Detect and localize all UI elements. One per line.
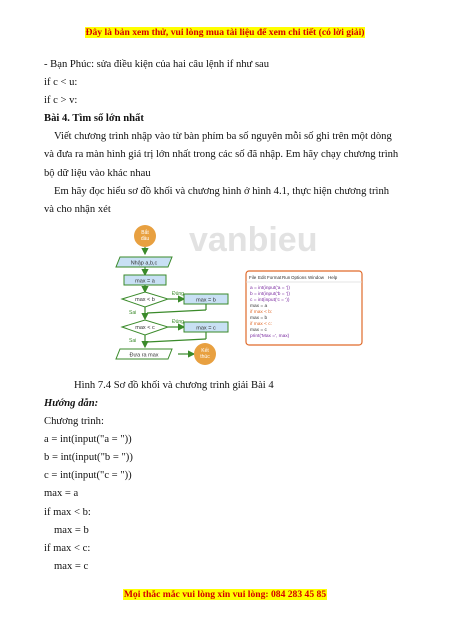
code-line: max = a	[44, 488, 79, 500]
document-body	[44, 56, 400, 576]
code-line: if max < b:	[250, 309, 273, 315]
preview-banner-text: Đây là bản xem thử, vui lòng mua tài liệu để xem chi tiết (có lời giải)	[85, 27, 365, 38]
yes-label: Đúng	[172, 318, 184, 325]
input-label: Nhập a,b,c	[130, 260, 158, 267]
paragraph: Viết chương trình nhập vào từ bàn phím ba số nguyên mỗi số ghi trên một dòng và đưa ra màn hình giá trị lớn nhất trong các số đã nhập. Em hãy chạy chương trình bộ dữ liệu vào khác nhau	[44, 131, 399, 179]
code-line: b = int(input("b = "))	[44, 452, 133, 464]
process-label: max = c	[196, 325, 216, 332]
output-label: Đưa ra max	[129, 352, 159, 359]
figure-svg	[44, 223, 400, 373]
text-line: if c < u:	[44, 77, 78, 89]
code-line: max = b	[250, 315, 268, 321]
no-label: Sai	[129, 309, 137, 316]
code-line: max = c	[54, 560, 89, 572]
text-line: - Bạn Phúc: sửa điều kiện của hai câu lệnh if như sau	[44, 59, 270, 70]
code-line: a = int(input("a = "))	[44, 434, 132, 446]
start-label: Bắt	[141, 229, 149, 236]
menu-item: Run	[282, 274, 291, 280]
code-line: max = b	[54, 524, 89, 536]
code-line: if max < b:	[44, 506, 91, 518]
text-line: if c > v:	[44, 95, 78, 107]
decision-label: max < b	[135, 296, 155, 303]
menu-item: File	[249, 274, 257, 280]
guide-heading: Hướng dẫn:	[44, 397, 99, 409]
start-label: đầu	[140, 235, 150, 242]
process-label: max = b	[196, 297, 216, 304]
end-label: Kết	[201, 347, 209, 354]
paragraph: Em hãy đọc hiểu sơ đồ khối và chương hình ở hình 4.1, thực hiện chương trình và cho nhận xét	[44, 185, 390, 215]
code-line: max = c	[250, 327, 267, 333]
code-line: if max < c:	[44, 542, 91, 554]
code-line: print('Max =', max)	[250, 333, 290, 339]
figure-caption: Hình 7.4 Sơ đồ khối và chương trình giải Bài 4	[74, 379, 274, 391]
decision-label: max < c	[135, 324, 155, 331]
code-line: a = int(input('a = '))	[250, 285, 290, 291]
preview-banner	[0, 27, 450, 38]
code-editor-window	[246, 271, 362, 345]
menu-item: Help	[328, 274, 338, 280]
code-line: b = int(input('b = '))	[250, 291, 290, 297]
code-line: max = a	[250, 303, 268, 309]
menu-item: Format	[267, 274, 282, 280]
menu-item: Options	[291, 274, 307, 280]
yes-label: Đúng	[172, 290, 184, 297]
menu-item: Edit	[258, 274, 266, 280]
code-line: c = int(input('c = '))	[250, 297, 290, 303]
text-line: Chương trình:	[44, 416, 104, 428]
process-label: max = a	[135, 278, 155, 285]
code-line: c = int(input("c = "))	[44, 470, 132, 482]
watermark: vanbieu	[189, 222, 318, 259]
section-heading: Bài 4. Tìm số lớn nhất	[44, 113, 144, 125]
contact-banner	[0, 589, 450, 600]
code-line: if max < c:	[250, 321, 272, 327]
menu-item: Window	[308, 274, 325, 280]
contact-banner-text: Mọi thắc mắc vui lòng xin vui lòng: 084 283 45 85	[123, 589, 327, 600]
figure	[44, 223, 400, 373]
end-label: thúc	[200, 353, 210, 360]
no-label: Sai	[129, 337, 137, 344]
